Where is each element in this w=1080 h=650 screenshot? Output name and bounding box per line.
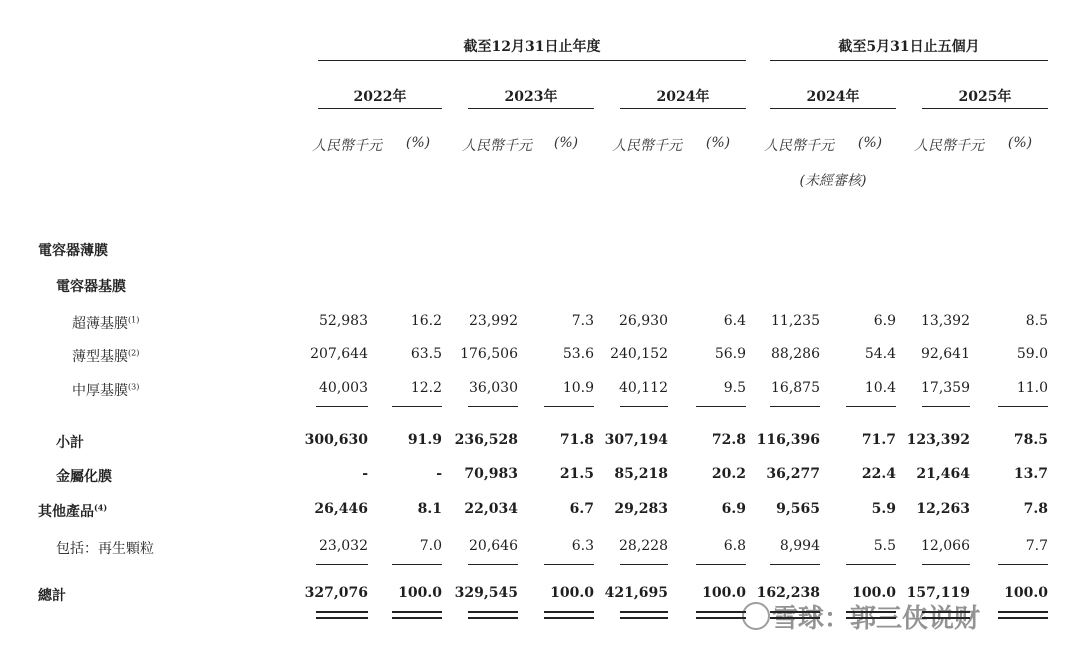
watermark-logo-icon (742, 602, 770, 630)
table-rule (998, 406, 1048, 407)
table-rule (998, 611, 1048, 613)
table-cell: 12.2 (410, 380, 442, 396)
unit-pct: (%) (405, 135, 431, 151)
table-rule (696, 617, 746, 619)
year-rule-2024-five-months (770, 108, 896, 109)
row-label-thin (72, 346, 139, 366)
table-rule (696, 611, 746, 613)
row-label-other-products (38, 501, 107, 521)
table-cell: 36,030 (469, 380, 518, 396)
table-cell: 240,152 (610, 346, 668, 362)
table-cell: 63.5 (410, 346, 442, 362)
table-cell: 21,464 (916, 466, 970, 482)
table-cell: 12,066 (921, 538, 970, 554)
footnote-marker: (4) (94, 502, 108, 513)
footnote-marker: (2) (128, 348, 140, 358)
table-cell: 23,992 (469, 313, 518, 329)
table-cell: 22.4 (861, 466, 896, 482)
table-rule (316, 611, 368, 613)
table-cell: 8.1 (417, 501, 442, 517)
table-cell: 13.7 (1013, 466, 1048, 482)
table-rule (316, 564, 368, 565)
table-rule (846, 564, 896, 565)
table-cell: 16.2 (410, 313, 442, 329)
table-cell: 5.9 (871, 501, 896, 517)
table-rule (544, 617, 594, 619)
table-cell: 22,034 (464, 501, 518, 517)
unit-currency: 人民幣千元 (462, 138, 532, 154)
table-cell: 40,003 (319, 380, 368, 396)
header-group-five-months-rule (770, 60, 1048, 61)
year-rule-2022 (318, 108, 442, 109)
row-label-ultra-thin (72, 313, 139, 333)
table-cell: 92,641 (921, 346, 970, 362)
table-rule (392, 564, 442, 565)
year-header-2024: 2024年 (656, 89, 710, 105)
year-header-2024-five-months: 2024年 (806, 89, 860, 105)
table-cell: 9.5 (723, 380, 746, 396)
table-cell: 11.0 (1016, 380, 1048, 396)
table-cell: 5.5 (873, 538, 896, 554)
row-label-capacitor-base-film: 電容器基膜 (56, 279, 126, 295)
table-rule (770, 564, 820, 565)
table-cell: - (362, 466, 368, 482)
table-cell: 53.6 (562, 346, 594, 362)
table-rule (544, 406, 594, 407)
footnote-marker: (1) (128, 315, 140, 325)
table-cell: 26,446 (314, 501, 368, 517)
table-cell: 36,277 (766, 466, 820, 482)
unit-currency: 人民幣千元 (914, 138, 984, 154)
table-cell: 12,263 (916, 501, 970, 517)
table-cell: 11,235 (771, 313, 820, 329)
table-rule (620, 564, 668, 565)
row-label-capacitor-film: 電容器薄膜 (38, 243, 108, 259)
table-cell: 9,565 (776, 501, 820, 517)
table-cell: 54.4 (864, 346, 896, 362)
table-cell: 16,875 (771, 380, 820, 396)
table-cell: 59.0 (1016, 346, 1048, 362)
table-rule (468, 611, 518, 613)
table-rule (696, 406, 746, 407)
table-cell: 23,032 (319, 538, 368, 554)
table-cell: 162,238 (756, 585, 820, 601)
table-cell: 78.5 (1013, 432, 1048, 448)
table-rule (392, 611, 442, 613)
table-cell: - (436, 466, 442, 482)
table-cell: 8,994 (779, 538, 820, 554)
table-cell: 300,630 (304, 432, 368, 448)
table-cell: 7.3 (571, 313, 594, 329)
unit-pct: (%) (857, 135, 883, 151)
table-cell: 100.0 (1004, 585, 1048, 601)
table-cell: 6.9 (721, 501, 746, 517)
header-group-five-months: 截至5月31日止五個月 (838, 39, 980, 55)
table-rule (468, 406, 518, 407)
row-label-subtotal: 小計 (56, 435, 84, 451)
table-cell: 307,194 (604, 432, 668, 448)
table-cell: 72.8 (711, 432, 746, 448)
table-cell: 56.9 (714, 346, 746, 362)
year-header-2025: 2025年 (958, 89, 1012, 105)
table-cell: 8.5 (1025, 313, 1048, 329)
table-rule (392, 406, 442, 407)
unit-currency: 人民幣千元 (312, 138, 382, 154)
table-cell: 6.3 (571, 538, 594, 554)
table-cell: 71.7 (861, 432, 896, 448)
table-cell: 329,545 (454, 585, 518, 601)
row-label-text: 其他產品 (38, 504, 94, 520)
watermark: 雪球：郭三侠说财 (772, 604, 981, 634)
footnote-marker: (3) (128, 382, 140, 392)
table-rule (922, 564, 970, 565)
table-cell: 100.0 (550, 585, 594, 601)
table-cell: 116,396 (756, 432, 820, 448)
table-cell: 40,112 (619, 380, 668, 396)
header-group-annual-rule (318, 60, 746, 61)
table-cell: 327,076 (304, 585, 368, 601)
table-rule (770, 406, 820, 407)
table-cell: 20,646 (469, 538, 518, 554)
table-cell: 421,695 (604, 585, 668, 601)
table-rule (392, 617, 442, 619)
row-label-including-recycled: 包括：再生顆粒 (56, 541, 154, 557)
unit-unaudited: (未經審核) (799, 173, 867, 189)
table-cell: 71.8 (559, 432, 594, 448)
unit-currency: 人民幣千元 (612, 138, 682, 154)
year-header-2023: 2023年 (504, 89, 558, 105)
row-label-metallized-film: 金屬化膜 (56, 469, 112, 485)
table-cell: 28,228 (619, 538, 668, 554)
table-cell: 85,218 (614, 466, 668, 482)
row-label-text: 薄型基膜 (72, 349, 128, 365)
header-group-annual: 截至12月31日止年度 (463, 39, 601, 55)
table-cell: 100.0 (702, 585, 746, 601)
unit-pct: (%) (553, 135, 579, 151)
table-rule (620, 406, 668, 407)
table-rule (998, 564, 1048, 565)
table-cell: 10.9 (562, 380, 594, 396)
unit-pct: (%) (1007, 135, 1033, 151)
unit-currency: 人民幣千元 (764, 138, 834, 154)
table-cell: 13,392 (921, 313, 970, 329)
table-rule (544, 611, 594, 613)
table-cell: 29,283 (614, 501, 668, 517)
row-label-total: 總計 (38, 588, 66, 604)
table-rule (316, 617, 368, 619)
year-rule-2024 (620, 108, 746, 109)
table-cell: 7.7 (1025, 538, 1048, 554)
year-rule-2025 (922, 108, 1048, 109)
table-cell: 91.9 (407, 432, 442, 448)
table-cell: 100.0 (852, 585, 896, 601)
table-rule (620, 611, 668, 613)
table-cell: 157,119 (906, 585, 970, 601)
table-cell: 17,359 (921, 380, 970, 396)
table-rule (468, 564, 518, 565)
table-rule (846, 406, 896, 407)
year-header-2022: 2022年 (353, 89, 407, 105)
table-cell: 6.4 (723, 313, 746, 329)
table-cell: 100.0 (398, 585, 442, 601)
table-cell: 70,983 (464, 466, 518, 482)
row-label-text: 超薄基膜 (72, 316, 128, 332)
table-rule (620, 617, 668, 619)
table-cell: 236,528 (454, 432, 518, 448)
table-rule (998, 617, 1048, 619)
table-rule (468, 617, 518, 619)
table-cell: 88,286 (771, 346, 820, 362)
table-cell: 207,644 (310, 346, 368, 362)
table-cell: 123,392 (906, 432, 970, 448)
table-cell: 6.7 (569, 501, 594, 517)
row-label-medium-thick (72, 380, 139, 400)
row-label-text: 中厚基膜 (72, 383, 128, 399)
table-rule (544, 564, 594, 565)
table-cell: 7.8 (1023, 501, 1048, 517)
table-rule (922, 406, 970, 407)
table-cell: 6.8 (723, 538, 746, 554)
year-rule-2023 (468, 108, 594, 109)
unit-pct: (%) (705, 135, 731, 151)
table-cell: 26,930 (619, 313, 668, 329)
table-cell: 176,506 (460, 346, 518, 362)
table-rule (696, 564, 746, 565)
table-rule (316, 406, 368, 407)
table-cell: 7.0 (419, 538, 442, 554)
table-cell: 6.9 (873, 313, 896, 329)
table-cell: 21.5 (559, 466, 594, 482)
table-cell: 20.2 (711, 466, 746, 482)
table-cell: 52,983 (319, 313, 368, 329)
table-cell: 10.4 (864, 380, 896, 396)
